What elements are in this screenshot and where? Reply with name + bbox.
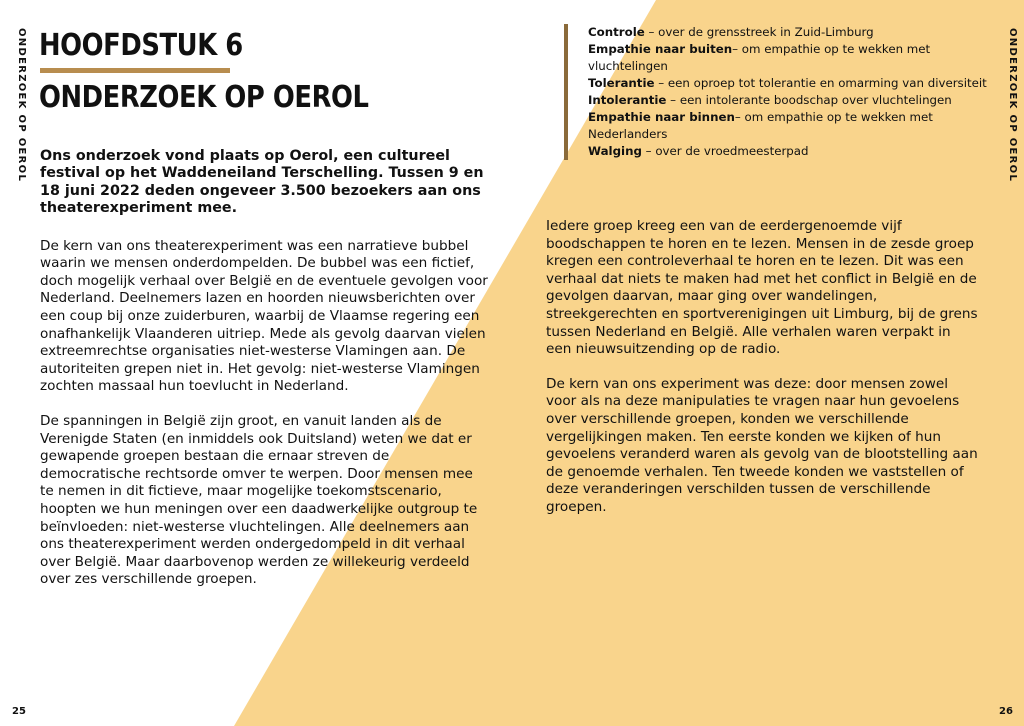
body-paragraph: De spanningen in België zijn groot, en vanuit landen als de Verenigde Staten (en inmiddels ook Duitsland) weten we dat er gewapende groepen bestaan die ernaar streven de democratische rechtsorde omver te werpen. Door mensen mee te nemen in dit fictieve, maar mogelijke toekomstscenario, hoopten we hun meningen over een daadwerkelijke outgroup te beïnvloeden: niet-westerse vluchtelingen. Alle deelnemers aan ons theaterexperiment werden ondergedompeld in dit verhaal over België. Maar daarbovenop werden ze willekeurig verdeeld over zes verschillende groepen. xyxy=(40,412,478,588)
body-paragraph: Iedere groep kreeg een van de eerdergenoemde vijf boodschappen te horen en te lezen. Mensen in de zesde groep kregen een controleverhaal te horen en te lezen. Dit was een verhaal dat niets te maken had met het conflict in België en de gevolgen daarvan, maar ging over wandelingen, streekgerechten en sportverenigingen uit Limburg, bij de grens tussen Nederland en België. Alle verhalen waren verpakt in een nieuwsuitzending op de radio. xyxy=(546,218,978,358)
group-description: – over de vroedmeesterpad xyxy=(641,144,809,158)
intro-paragraph: Ons onderzoek vond plaats op Oerol, een cultureel festival op het Waddeneiland Terschelling. Tussen 9 en 18 juni 2022 deden ongeveer 3.500 bezoekers aan ons theaterexperiment mee. xyxy=(40,148,484,217)
group-description: – een intolerante boodschap over vluchtelingen xyxy=(666,93,952,107)
list-item xyxy=(588,143,1008,160)
groups-list xyxy=(564,24,1008,160)
body-paragraph: De kern van ons theaterexperiment was een narratieve bubbel waarin we mensen onderdompelden. De bubbel was een fictief, doch mogelijk verhaal over België en de eventuele gevolgen voor Nederland. Deelnemers lazen en hoorden nieuwsberichten over een coup bij onze zuiderburen, waarbij de Vlaamse regering een onafhankelijk Vlaanderen uitriep. Mede als gevolg daarvan vielen extreemrechtse organisaties niet-westerse Vlamingen aan. De autoriteiten grepen niet in. Het gevolg: niet-westerse Vlamingen zochten massaal hun toevlucht in Nederland. xyxy=(40,237,488,395)
group-name: Intolerantie xyxy=(588,93,667,107)
chapter-title-number: HOOFDSTUK 6 xyxy=(39,28,243,63)
group-description: – om empathie op te wekken met Nederlanders xyxy=(588,110,933,141)
group-name: Empathie naar buiten xyxy=(588,42,733,56)
list-item xyxy=(588,24,1008,41)
group-description: – om empathie op te wekken met vluchtelingen xyxy=(588,42,931,73)
running-header-left: ONDERZOEK OP OEROL xyxy=(16,28,27,183)
list-item xyxy=(588,41,1008,75)
list-item xyxy=(588,75,1008,92)
running-header-right: ONDERZOEK OP OEROL xyxy=(1007,28,1018,183)
list-item xyxy=(588,92,1008,109)
chapter-title: ONDERZOEK OP OEROL xyxy=(39,80,369,115)
group-name: Controle xyxy=(588,25,645,39)
page-number-left: 25 xyxy=(12,706,26,717)
group-description: – een oproep tot tolerantie en omarming van diversiteit xyxy=(654,76,987,90)
title-divider xyxy=(40,68,230,73)
group-name: Tolerantie xyxy=(588,76,655,90)
left-column xyxy=(40,148,488,606)
page-number-right: 26 xyxy=(999,706,1013,717)
group-name: Empathie naar binnen xyxy=(588,110,735,124)
group-description: – over de grensstreek in Zuid-Limburg xyxy=(644,25,874,39)
body-paragraph: De kern van ons experiment was deze: door mensen zowel voor als na deze manipulaties te vragen naar hun gevoelens over verschillende groepen, konden we verschillende vergelijkingen maken. Ten eerste konden we kijken of hun gevoelens veranderd waren als gevolg van de blootstelling aan de genoemde verhalen. Ten tweede konden we vaststellen of deze veranderingen verschilden tussen de verschillende groepen. xyxy=(546,375,978,515)
list-item xyxy=(588,109,1008,143)
group-name: Walging xyxy=(588,144,642,158)
right-column xyxy=(546,218,978,534)
